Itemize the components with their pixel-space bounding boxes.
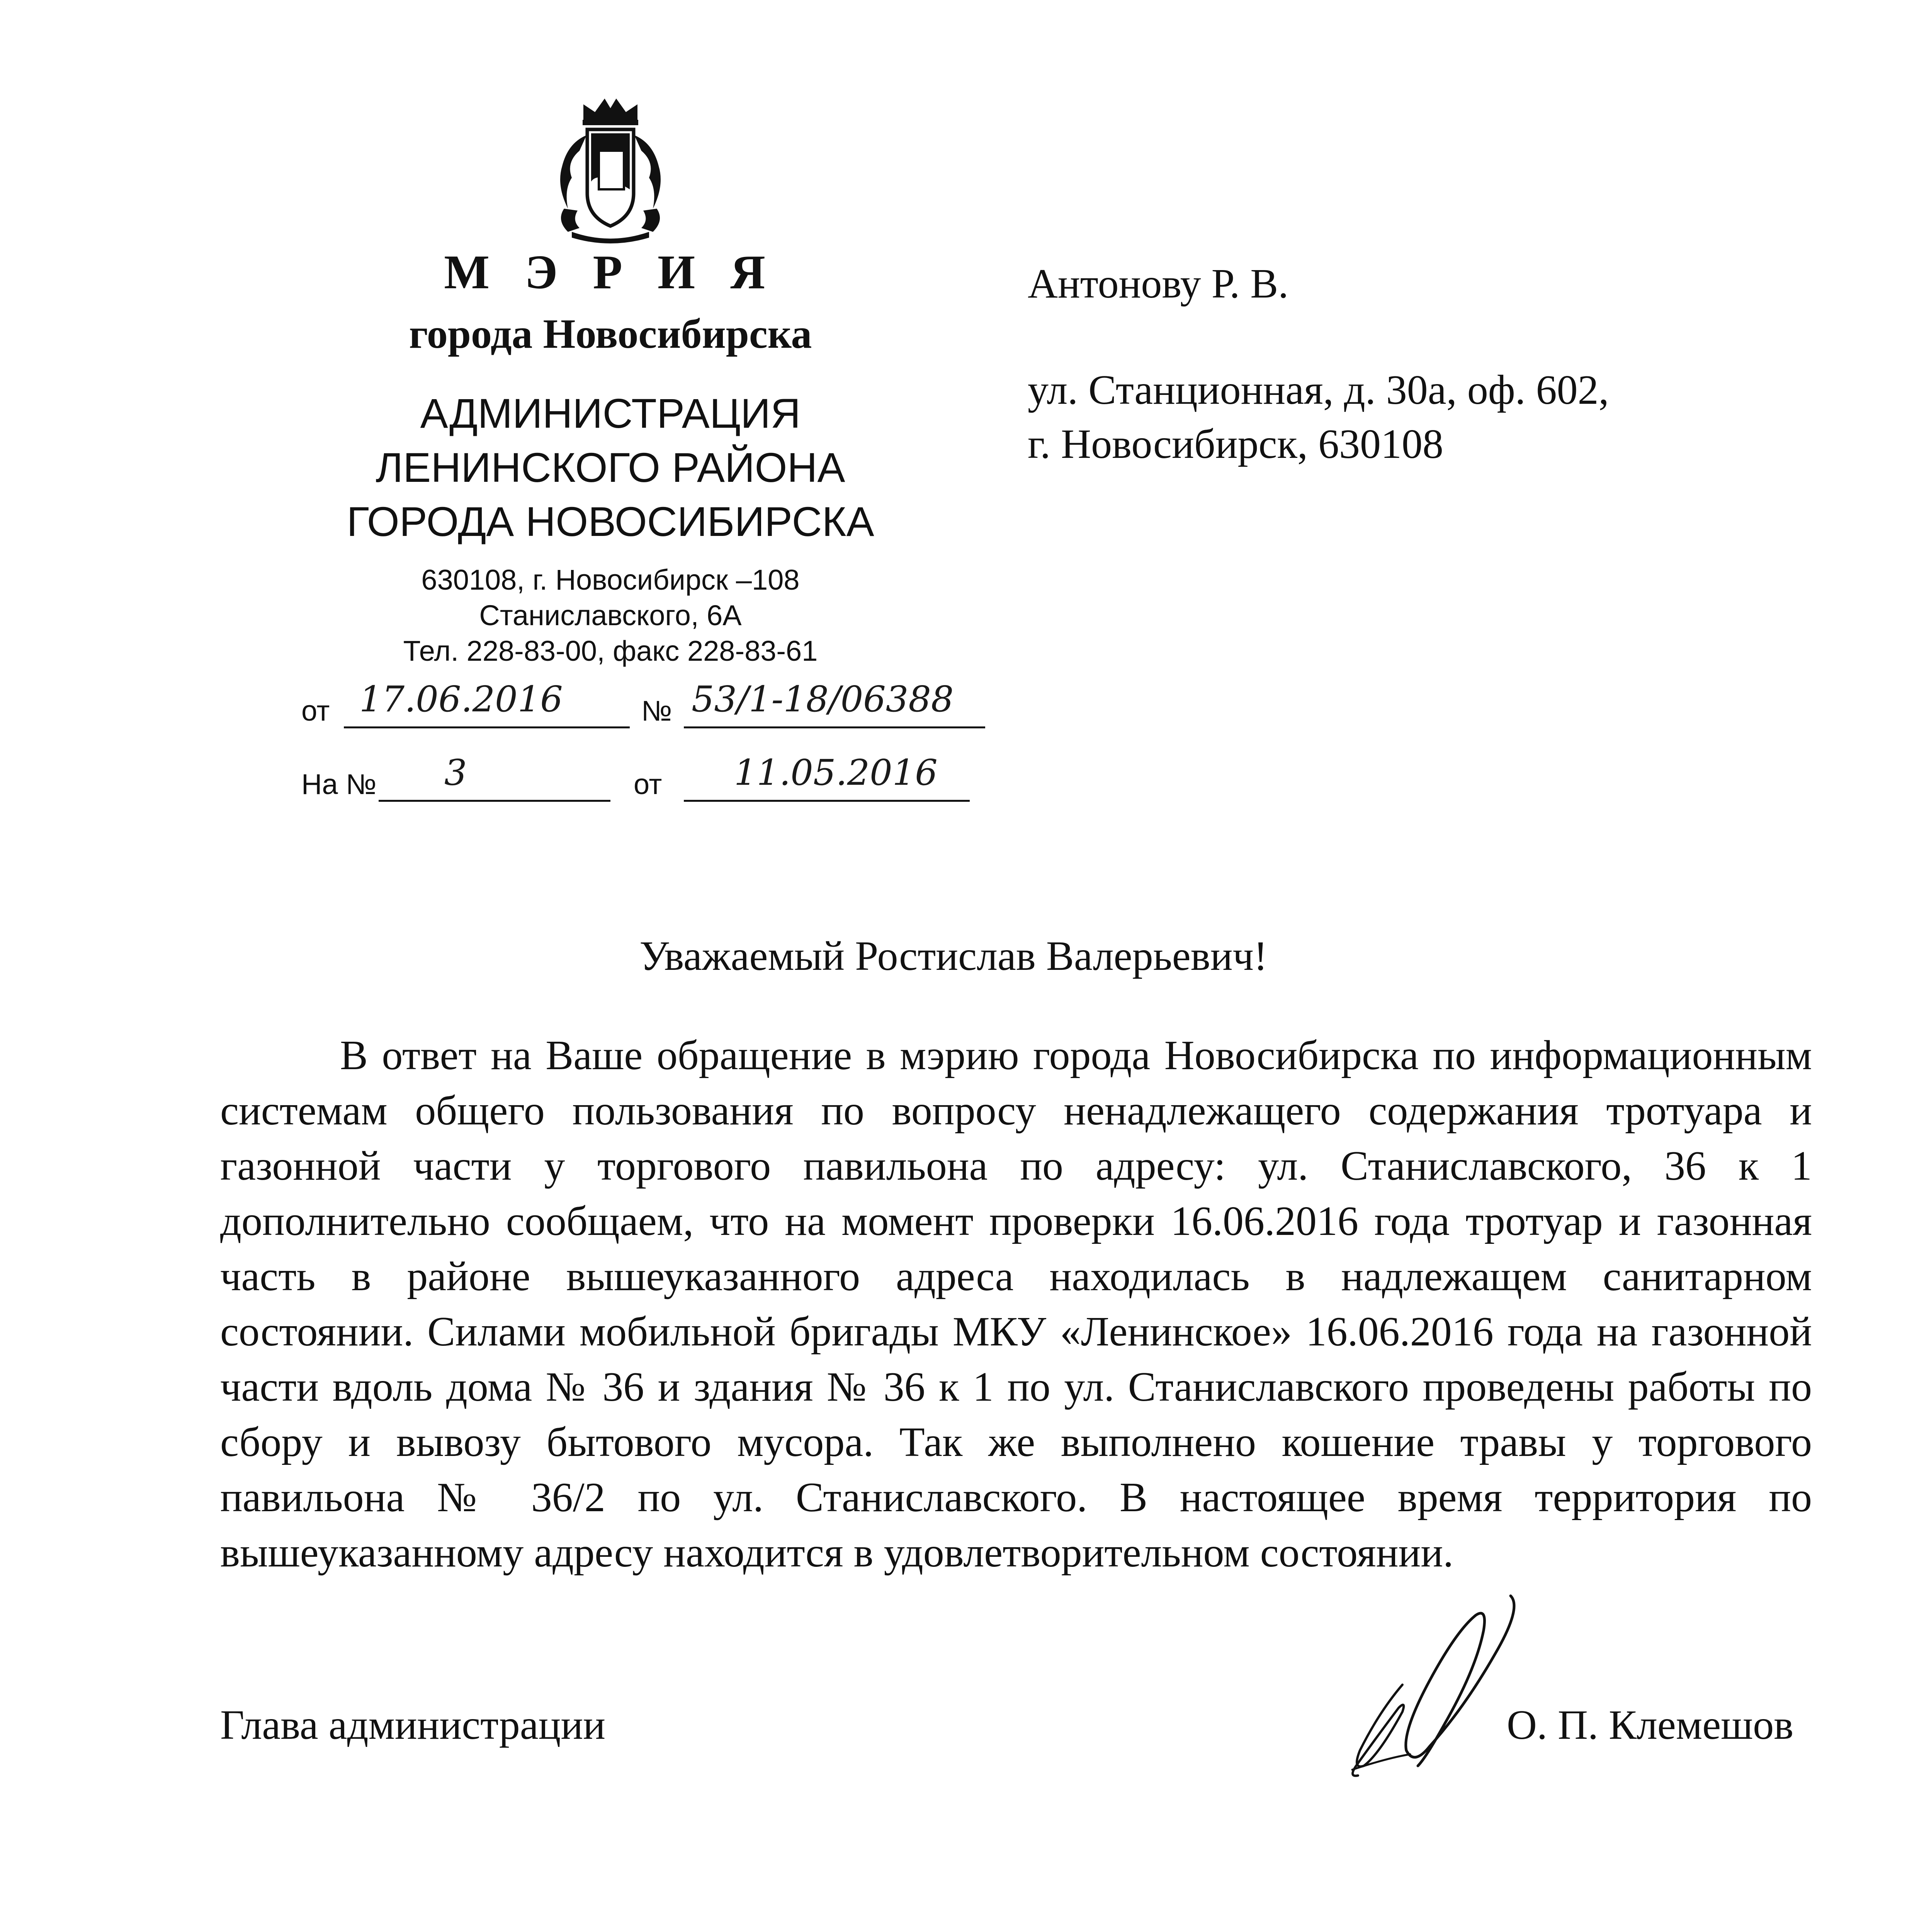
recipient-address-line: ул. Станционная, д. 30а, оф. 602, xyxy=(1028,367,1609,413)
salutation: Уважаемый Ростислав Валерьевич! xyxy=(639,933,1268,979)
recipient-name: Антонову Р. В. xyxy=(1028,261,1289,307)
coat-of-arms-emblem xyxy=(541,93,680,243)
ref-reply-number: 3 xyxy=(444,752,467,793)
ref-date-underline xyxy=(344,726,630,728)
letterhead-admin-line: ЛЕНИНСКОГО РАЙОНА xyxy=(376,444,845,491)
letterhead-address-line: Тел. 228-83-00, факс 228-83-61 xyxy=(403,635,818,667)
letterhead-city: города Новосибирска xyxy=(409,311,812,357)
ref-number-underline xyxy=(684,726,985,728)
ref-reply-underline xyxy=(379,800,610,802)
letterhead-admin-line: ГОРОДА НОВОСИБИРСКА xyxy=(347,498,874,545)
letterhead-address-line: 630108, г. Новосибирск –108 xyxy=(421,564,800,596)
letterhead-address-line: Станиславского, 6А xyxy=(479,599,742,631)
ref-reply-date-underline xyxy=(684,800,970,802)
ref-reply-from-label: от xyxy=(634,768,662,800)
ref-from-date: 17.06.2016 xyxy=(359,679,563,720)
signature-role: Глава администрации xyxy=(220,1702,606,1748)
signatory-name: О. П. Клемешов xyxy=(1507,1702,1794,1748)
ref-number: 53/1-18/06388 xyxy=(692,679,954,720)
ref-from-label: от xyxy=(301,695,330,727)
letter-body: В ответ на Ваше обращение в мэрию города Новосибирска по информационным системам общего пользования по вопросу ненадлежащего содержания тротуара и газонной части у торгового павильона по адресу: ул. Станиславского, 36 к 1 дополнительно сообщаем, что на момент проверки 16.06.2016 года тротуар и газонная часть в районе вышеуказанного адреса находилась в надлежащем санитарном состоянии. Силами мобильной бригады МКУ «Ленинское» 16.06.2016 года на газонной части вдоль дома № 36 и здания № 36 к 1 по ул. Станиславского проведены работы по сбору и вывозу бытового мусора. Так же выполнено кошение травы у торгового павильона № 36/2 по ул. Станиславского. В настоящее время территория по вышеуказанному адресу находится в удовлетворительном состоянии. xyxy=(220,1032,1812,1576)
recipient-address-line: г. Новосибирск, 630108 xyxy=(1028,421,1443,467)
ref-number-label: № xyxy=(641,695,672,727)
letterhead-admin-line: АДМИНИСТРАЦИЯ xyxy=(420,390,801,437)
handwritten-signature xyxy=(1329,1584,1545,1801)
ref-reply-label: На № xyxy=(301,768,377,800)
letterhead-title: М Э Р И Я xyxy=(444,246,777,299)
ref-reply-date: 11.05.2016 xyxy=(734,752,938,793)
